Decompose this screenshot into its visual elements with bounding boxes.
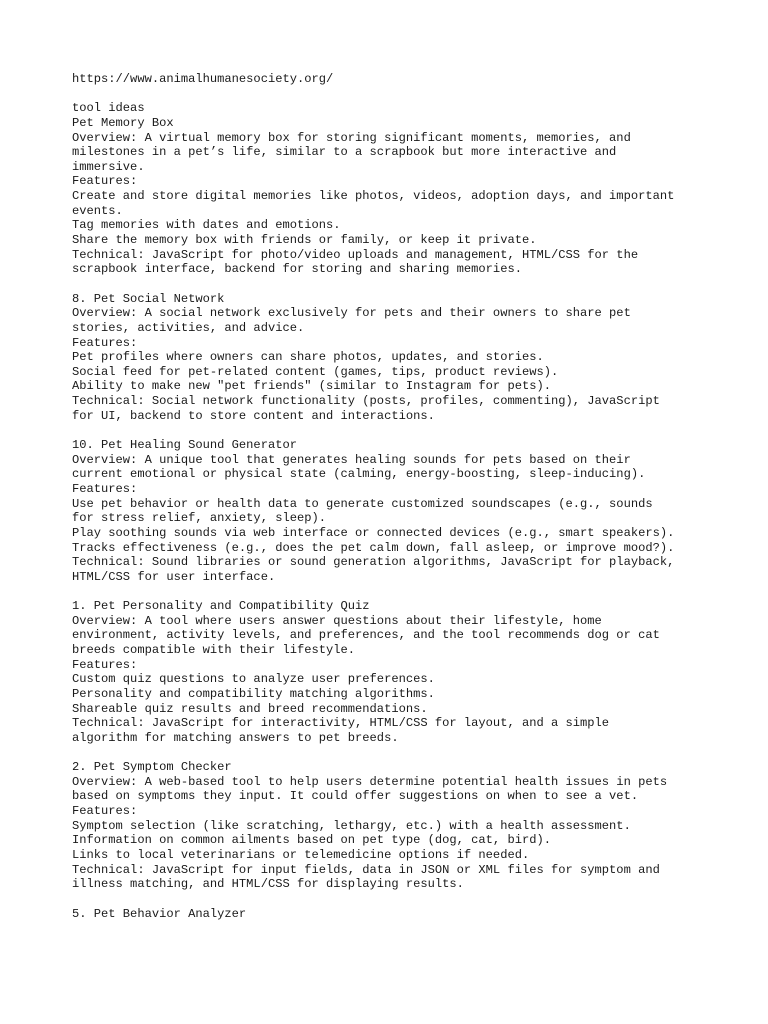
section-5 <box>72 760 712 892</box>
text-line: Technical: JavaScript for interactivity, HTML/CSS for layout, and a simple <box>72 716 610 731</box>
section-4 <box>72 599 712 745</box>
section-heading: tool ideas <box>72 101 145 116</box>
text-line: events. <box>72 203 123 218</box>
text-line: Features: <box>72 804 138 819</box>
text-line: for stress relief, anxiety, sleep). <box>72 511 327 526</box>
source-url: https://www.animalhumanesociety.org/ <box>72 72 334 86</box>
section-heading: 10. Pet Healing Sound Generator <box>72 438 297 453</box>
text-line: Personality and compatibility matching algorithms. <box>72 686 435 701</box>
text-line: Links to local veterinarians or telemedicine options if needed. <box>72 847 530 862</box>
text-line: algorithm for matching answers to pet breeds. <box>72 730 399 745</box>
text-line: Pet Memory Box <box>72 115 174 130</box>
text-line: Play soothing sounds via web interface or connected devices (e.g., smart speakers). <box>72 525 675 540</box>
text-line: Overview: A tool where users answer questions about their lifestyle, home <box>72 613 602 628</box>
text-line: Overview: A web-based tool to help users determine potential health issues in pets <box>72 774 668 789</box>
text-line: Features: <box>72 335 138 350</box>
text-line: scrapbook interface, backend for storing and sharing memories. <box>72 262 522 277</box>
text-line: stories, activities, and advice. <box>72 320 305 335</box>
blank-line <box>72 745 712 760</box>
blank-line <box>72 277 712 292</box>
section-heading: 5. Pet Behavior Analyzer <box>72 906 247 921</box>
text-line: HTML/CSS for user interface. <box>72 569 276 584</box>
text-line: Use pet behavior or health data to generate customized soundscapes (e.g., sounds <box>72 496 653 511</box>
text-line: Tag memories with dates and emotions. <box>72 218 341 233</box>
text-line: Tracks effectiveness (e.g., does the pet calm down, fall asleep, or improve mood?). <box>72 540 675 555</box>
text-line: Ability to make new "pet friends" (similar to Instagram for pets). <box>72 379 551 394</box>
document-page <box>72 72 712 921</box>
text-line: Features: <box>72 481 138 496</box>
section-1 <box>72 101 712 277</box>
text-line: illness matching, and HTML/CSS for displaying results. <box>72 877 464 892</box>
text-line: Features: <box>72 174 138 189</box>
section-3 <box>72 438 712 584</box>
text-line: Overview: A unique tool that generates healing sounds for pets based on their <box>72 452 631 467</box>
text-line: Information on common ailments based on pet type (dog, cat, bird). <box>72 833 551 848</box>
text-line: for UI, backend to store content and interactions. <box>72 408 435 423</box>
section-6 <box>72 907 712 922</box>
section-2 <box>72 292 712 424</box>
text-line: breeds compatible with their lifestyle. <box>72 642 356 657</box>
section-heading: 2. Pet Symptom Checker <box>72 760 232 775</box>
section-heading: 1. Pet Personality and Compatibility Quiz <box>72 599 370 614</box>
text-line: Symptom selection (like scratching, lethargy, etc.) with a health assessment. <box>72 818 631 833</box>
text-line: Technical: JavaScript for input fields, data in JSON or XML files for symptom and <box>72 862 660 877</box>
text-line: Overview: A virtual memory box for storing significant moments, memories, and <box>72 130 631 145</box>
text-line: environment, activity levels, and preferences, and the tool recommends dog or cat <box>72 628 660 643</box>
text-line: based on symptoms they input. It could offer suggestions on when to see a vet. <box>72 789 639 804</box>
text-line: Technical: Social network functionality (posts, profiles, commenting), JavaScript <box>72 394 660 409</box>
text-line: Shareable quiz results and breed recommendations. <box>72 701 428 716</box>
text-line: Create and store digital memories like photos, videos, adoption days, and important <box>72 189 675 204</box>
text-line: Social feed for pet-related content (games, tips, product reviews). <box>72 364 559 379</box>
blank-line <box>72 584 712 599</box>
text-line: Features: <box>72 657 138 672</box>
text-line: Custom quiz questions to analyze user preferences. <box>72 672 435 687</box>
text-line: Technical: JavaScript for photo/video uploads and management, HTML/CSS for the <box>72 247 639 262</box>
blank-line <box>72 87 712 102</box>
text-line: current emotional or physical state (calming, energy-boosting, sleep-inducing). <box>72 467 646 482</box>
blank-line <box>72 892 712 907</box>
text-line: Share the memory box with friends or family, or keep it private. <box>72 233 537 248</box>
text-line: Pet profiles where owners can share photos, updates, and stories. <box>72 350 544 365</box>
blank-line <box>72 423 712 438</box>
text-line: milestones in a pet’s life, similar to a scrapbook but more interactive and <box>72 145 617 160</box>
text-line: immersive. <box>72 159 145 174</box>
section-heading: 8. Pet Social Network <box>72 291 225 306</box>
document-body <box>72 101 712 921</box>
text-line: Overview: A social network exclusively for pets and their owners to share pet <box>72 306 631 321</box>
text-line: Technical: Sound libraries or sound generation algorithms, JavaScript for playback, <box>72 555 675 570</box>
